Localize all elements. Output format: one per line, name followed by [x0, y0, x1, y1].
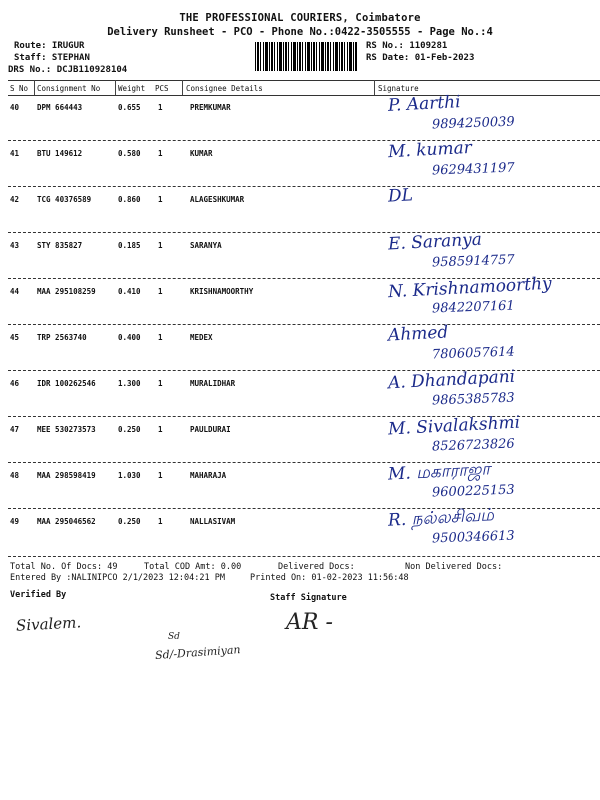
row-consignment-no: IDR 100262546	[37, 379, 96, 388]
row-weight: 0.250	[118, 425, 141, 434]
row-signature-name: DL	[387, 185, 414, 207]
row-signature-phone: 9585914757	[431, 252, 515, 271]
row-weight: 0.250	[118, 517, 141, 526]
row-weight: 0.655	[118, 103, 141, 112]
column-header-sno: S No	[10, 84, 29, 93]
entered-by: Entered By :NALINIPCO 2/1/2023 12:04:21 PM	[10, 573, 225, 583]
column-header-signature: Signature	[378, 84, 419, 93]
row-consignment-no: TCG 40376589	[37, 195, 92, 204]
row-signature-phone: 9865385783	[431, 390, 515, 409]
row-pcs: 1	[158, 425, 163, 434]
row-signature-phone: 7806057614	[431, 344, 515, 363]
total-cod: Total COD Amt: 0.00	[144, 562, 242, 572]
column-divider	[34, 80, 35, 95]
row-consignee: MAHARAJA	[190, 471, 227, 480]
drs-number: DRS No.: DCJB110928104	[8, 65, 128, 75]
row-pcs: 1	[158, 241, 163, 250]
row-consignee: KUMAR	[190, 149, 213, 158]
row-consignee: SARANYA	[190, 241, 222, 250]
row-separator	[8, 186, 600, 187]
row-signature-phone: 9894250039	[431, 114, 515, 133]
row-sno: 44	[10, 287, 20, 296]
row-consignee: ALAGESHKUMAR	[190, 195, 245, 204]
row-sno: 42	[10, 195, 20, 204]
verifier-stamp-mark: Sd	[168, 632, 180, 642]
company-title: THE PROFESSIONAL COURIERS, Coimbatore	[179, 12, 421, 24]
row-consignment-no: BTU 149612	[37, 149, 83, 158]
staff-signature: AR -	[286, 610, 333, 635]
row-consignment-no: MAA 298598419	[37, 471, 96, 480]
column-header-consignment: Consignment No	[37, 84, 101, 93]
row-pcs: 1	[158, 333, 163, 342]
route-label: Route: IRUGUR	[14, 41, 85, 51]
printed-on: Printed On: 01-02-2023 11:56:48	[250, 573, 409, 583]
column-header-consignee: Consignee Details	[186, 84, 263, 93]
row-signature-name: E. Saranya	[387, 229, 483, 255]
row-signature-name: A. Dhandapani	[387, 366, 516, 394]
non-delivered-docs: Non Delivered Docs:	[405, 562, 503, 572]
row-sno: 48	[10, 471, 20, 480]
row-consignee: PREMKUMAR	[190, 103, 231, 112]
table-top-rule	[8, 80, 600, 81]
row-consignee: MURALIDHAR	[190, 379, 236, 388]
row-sno: 49	[10, 517, 20, 526]
row-weight: 0.185	[118, 241, 141, 250]
row-weight: 0.580	[118, 149, 141, 158]
row-sno: 45	[10, 333, 20, 342]
row-consignment-no: MAA 295108259	[37, 287, 96, 296]
rs-number: RS No.: 1109281	[366, 41, 448, 51]
row-sno: 46	[10, 379, 20, 388]
staff-signature-label: Staff Signature	[270, 593, 347, 603]
row-pcs: 1	[158, 149, 163, 158]
row-sno: 40	[10, 103, 20, 112]
row-pcs: 1	[158, 517, 163, 526]
column-divider	[115, 80, 116, 95]
barcode	[255, 42, 358, 71]
row-signature-phone: 9842207161	[431, 298, 515, 317]
row-pcs: 1	[158, 379, 163, 388]
row-signature-name: P. Aarthi	[387, 92, 462, 116]
row-weight: 1.300	[118, 379, 141, 388]
verifier-signature-secondary: Sd/-Drasimiyan	[154, 643, 241, 662]
row-sno: 43	[10, 241, 20, 250]
row-consignment-no: MAA 295046562	[37, 517, 96, 526]
verified-by-label: Verified By	[10, 590, 67, 600]
row-signature-phone: 8526723826	[431, 436, 515, 455]
row-signature-name: Ahmed	[387, 322, 449, 346]
row-separator	[8, 462, 600, 463]
row-weight: 0.400	[118, 333, 141, 342]
row-consignee: PAULDURAI	[190, 425, 231, 434]
rs-date: RS Date: 01-Feb-2023	[366, 53, 475, 63]
row-consignment-no: STY 835827	[37, 241, 83, 250]
column-divider	[182, 80, 183, 95]
row-pcs: 1	[158, 287, 163, 296]
row-consignment-no: TRP 2563740	[37, 333, 87, 342]
column-header-weight: Weight	[118, 84, 146, 93]
row-separator	[8, 324, 600, 325]
row-consignment-no: DPM 664443	[37, 103, 83, 112]
row-signature-name: N. Krishnamoorthy	[387, 273, 553, 303]
row-weight: 1.030	[118, 471, 141, 480]
row-signature-name: R. நல்லசிவம்	[387, 505, 495, 531]
total-docs: Total No. Of Docs: 49	[10, 562, 118, 572]
row-sno: 41	[10, 149, 20, 158]
row-weight: 0.410	[118, 287, 141, 296]
verifier-signature: Sivalem.	[15, 613, 82, 635]
row-sno: 47	[10, 425, 20, 434]
row-consignee: MEDEX	[190, 333, 213, 342]
delivered-docs: Delivered Docs:	[278, 562, 355, 572]
row-separator	[8, 232, 600, 233]
staff-label: Staff: STEPHAN	[14, 53, 90, 63]
table-header-rule	[8, 95, 600, 96]
row-signature-name: M. kumar	[387, 137, 473, 163]
row-separator	[8, 140, 600, 141]
row-signature-name: M. மகாராஜா	[387, 459, 491, 485]
row-signature-phone: 9500346613	[431, 528, 515, 547]
column-header-pcs: PCS	[155, 84, 169, 93]
row-consignee: KRISHNAMOORTHY	[190, 287, 254, 296]
row-signature-name: M. Sivalakshmi	[387, 412, 521, 440]
row-separator	[8, 508, 600, 509]
row-pcs: 1	[158, 103, 163, 112]
table-bottom-rule	[8, 556, 600, 557]
row-consignee: NALLASIVAM	[190, 517, 236, 526]
row-pcs: 1	[158, 471, 163, 480]
row-signature-phone: 9600225153	[431, 482, 515, 501]
runsheet-subtitle: Delivery Runsheet - PCO - Phone No.:0422-3505555 - Page No.:4	[107, 26, 493, 38]
row-pcs: 1	[158, 195, 163, 204]
row-signature-phone: 9629431197	[431, 160, 515, 179]
row-weight: 0.860	[118, 195, 141, 204]
row-consignment-no: MEE 530273573	[37, 425, 96, 434]
column-divider	[374, 80, 375, 95]
